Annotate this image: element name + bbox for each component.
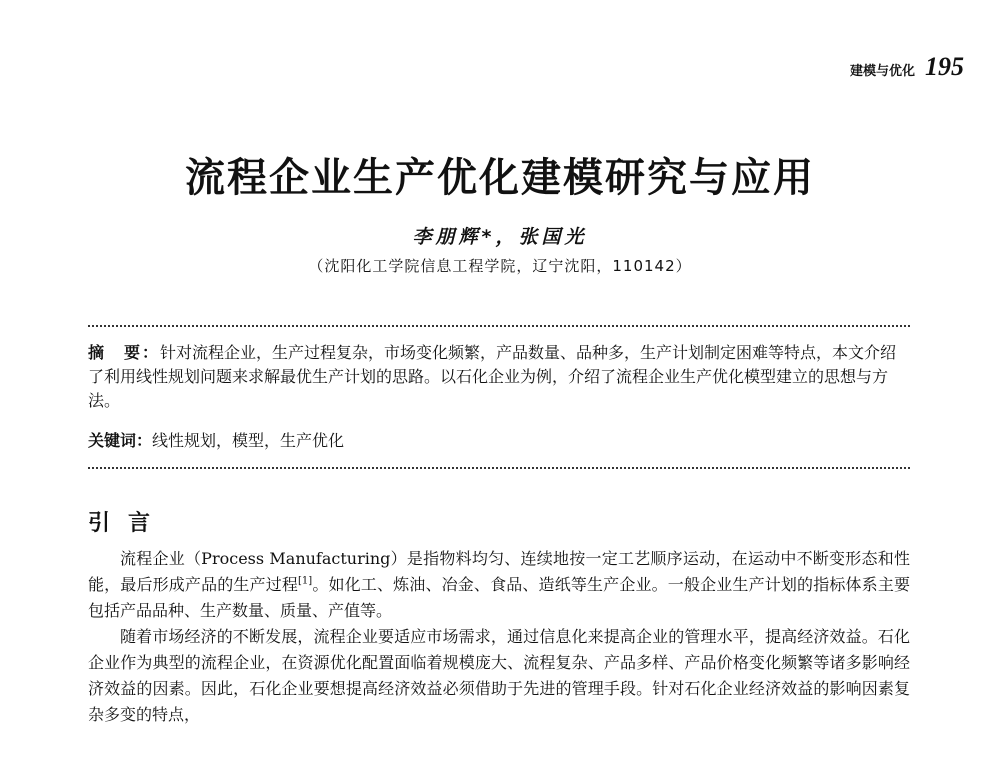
abstract-top-divider [88,325,910,327]
page-number: 195 [925,52,964,81]
keywords-block [88,429,910,453]
running-header-section: 建模与优化 [849,64,915,79]
running-header [850,52,964,82]
paragraph-1-text-b: 。如化工、炼油、冶金、食品、造纸等生产企业。一般企业生产计划的指标体系主要包括产品品种、生产数量、质量、产值等。 [88,575,910,620]
author-affiliation: （沈阳化工学院信息工程学院，辽宁沈阳，110142） [308,257,692,275]
abstract-block [88,341,910,413]
body-paragraph-2: 随着市场经济的不断发展，流程企业要适应市场需求，通过信息化来提高企业的管理水平，提高经济效益。石化企业作为典型的流程企业，在资源优化配置面临着规模庞大、流程复杂、产品多样、产品价格变化频繁等诸多影响经济效益的因素。因此，石化企业要想提高经济效益必须借助于先进的管理手段。针对石化企业经济效益的影响因素复杂多变的特点， [88,627,910,724]
citation-marker: [1] [298,575,313,587]
abstract-label: 摘 要： [88,343,161,362]
abstract-text: 针对流程企业，生产过程复杂，市场变化频繁，产品数量、品种多，生产计划制定困难等特点，本文介绍了利用线性规划问题来求解最优生产计划的思路。以石化企业为例，介绍了流程企业生产优化模型建立的思想与方法。 [88,343,897,410]
author-list: 李朋辉*，张国光 [412,226,588,248]
keywords-text: 线性规划，模型，生产优化 [152,431,345,450]
paper-title: 流程企业生产优化建模研究与应用 [185,154,815,201]
body-paragraph-1 [88,546,910,624]
body-text [88,546,910,728]
abstract-bottom-divider [88,467,910,469]
keywords-label: 关键词： [88,431,153,450]
section-heading-introduction: 引言 [88,511,169,536]
paragraph-1-text-a: 流程企业（Process Manufacturing）是指物料均匀、连续地按一定工艺顺序运动，在运动中不断变形态和性能，最后形成产品的生产过程 [88,549,910,594]
